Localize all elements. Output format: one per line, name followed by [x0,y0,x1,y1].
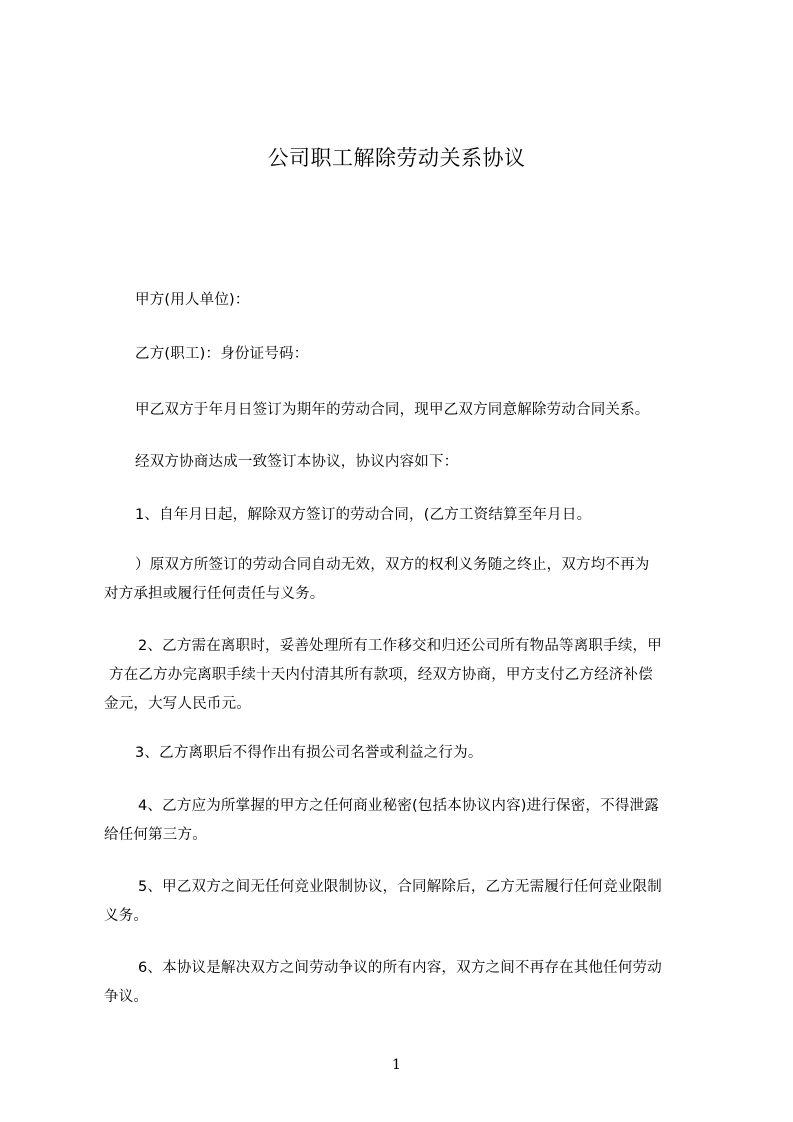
clause-3-paragraph [135,739,739,768]
clause-5-paragraph [104,873,708,931]
intro-paragraph [135,396,739,425]
text-line: 2、乙方需在离职时，妥善处理所有工作移交和归还公司所有物品等离职手续，甲 [138,638,662,654]
text-line: ）原双方所签订的劳动合同自动无效，双方的权利义务随之终止，双方均不再为 [135,557,650,573]
text-line: 金元，大写人民币元。 [104,696,251,712]
party-b-paragraph [135,340,739,369]
clause-4-paragraph [104,792,708,850]
text-line: 3、乙方离职后不得作出有损公司名誉或利益之行为。 [135,745,483,761]
text-line: 方在乙方办完离职手续十天内付清其所有款项，经双方协商，甲方支付乙方经济补偿 [109,667,653,683]
text-line: 6、本协议是解决双方之间劳动争议的所有内容，双方之间不再存在其他任何劳动 [138,960,662,976]
text-line: 乙方(职工)：身份证号码： [135,346,309,362]
clause-1-continuation-paragraph [104,551,708,609]
text-line: 义务。 [104,908,149,924]
text-line: 5、甲乙双方之间无任何竞业限制协议，合同解除后，乙方无需履行任何竞业限制 [138,879,662,895]
agreement-paragraph [135,448,739,477]
text-line: 4、乙方应为所掌握的甲方之任何商业秘密(包括本协议内容)进行保密，不得泄露 [138,798,659,814]
clause-2-paragraph [104,632,708,719]
text-line: 给任何第三方。 [104,827,207,843]
party-a-paragraph [135,286,739,315]
page-number: 1 [392,1057,401,1073]
clause-1-paragraph [135,501,739,530]
text-line: 对方承担或履行任何责任与义务。 [104,586,325,602]
document-title: 公司职工解除劳动关系协议 [267,146,526,170]
text-line: 争议。 [104,989,149,1005]
clause-6-paragraph [104,954,708,1012]
text-line: 甲乙双方于年月日签订为期年的劳动合同，现甲乙双方同意解除劳动合同关系。 [135,402,650,418]
text-line: 1、自年月日起，解除双方签订的劳动合同，(乙方工资结算至年月日。 [135,507,592,523]
text-line: 甲方(用人单位)： [135,292,250,308]
text-line: 经双方协商达成一致签订本协议，协议内容如下： [135,454,459,470]
